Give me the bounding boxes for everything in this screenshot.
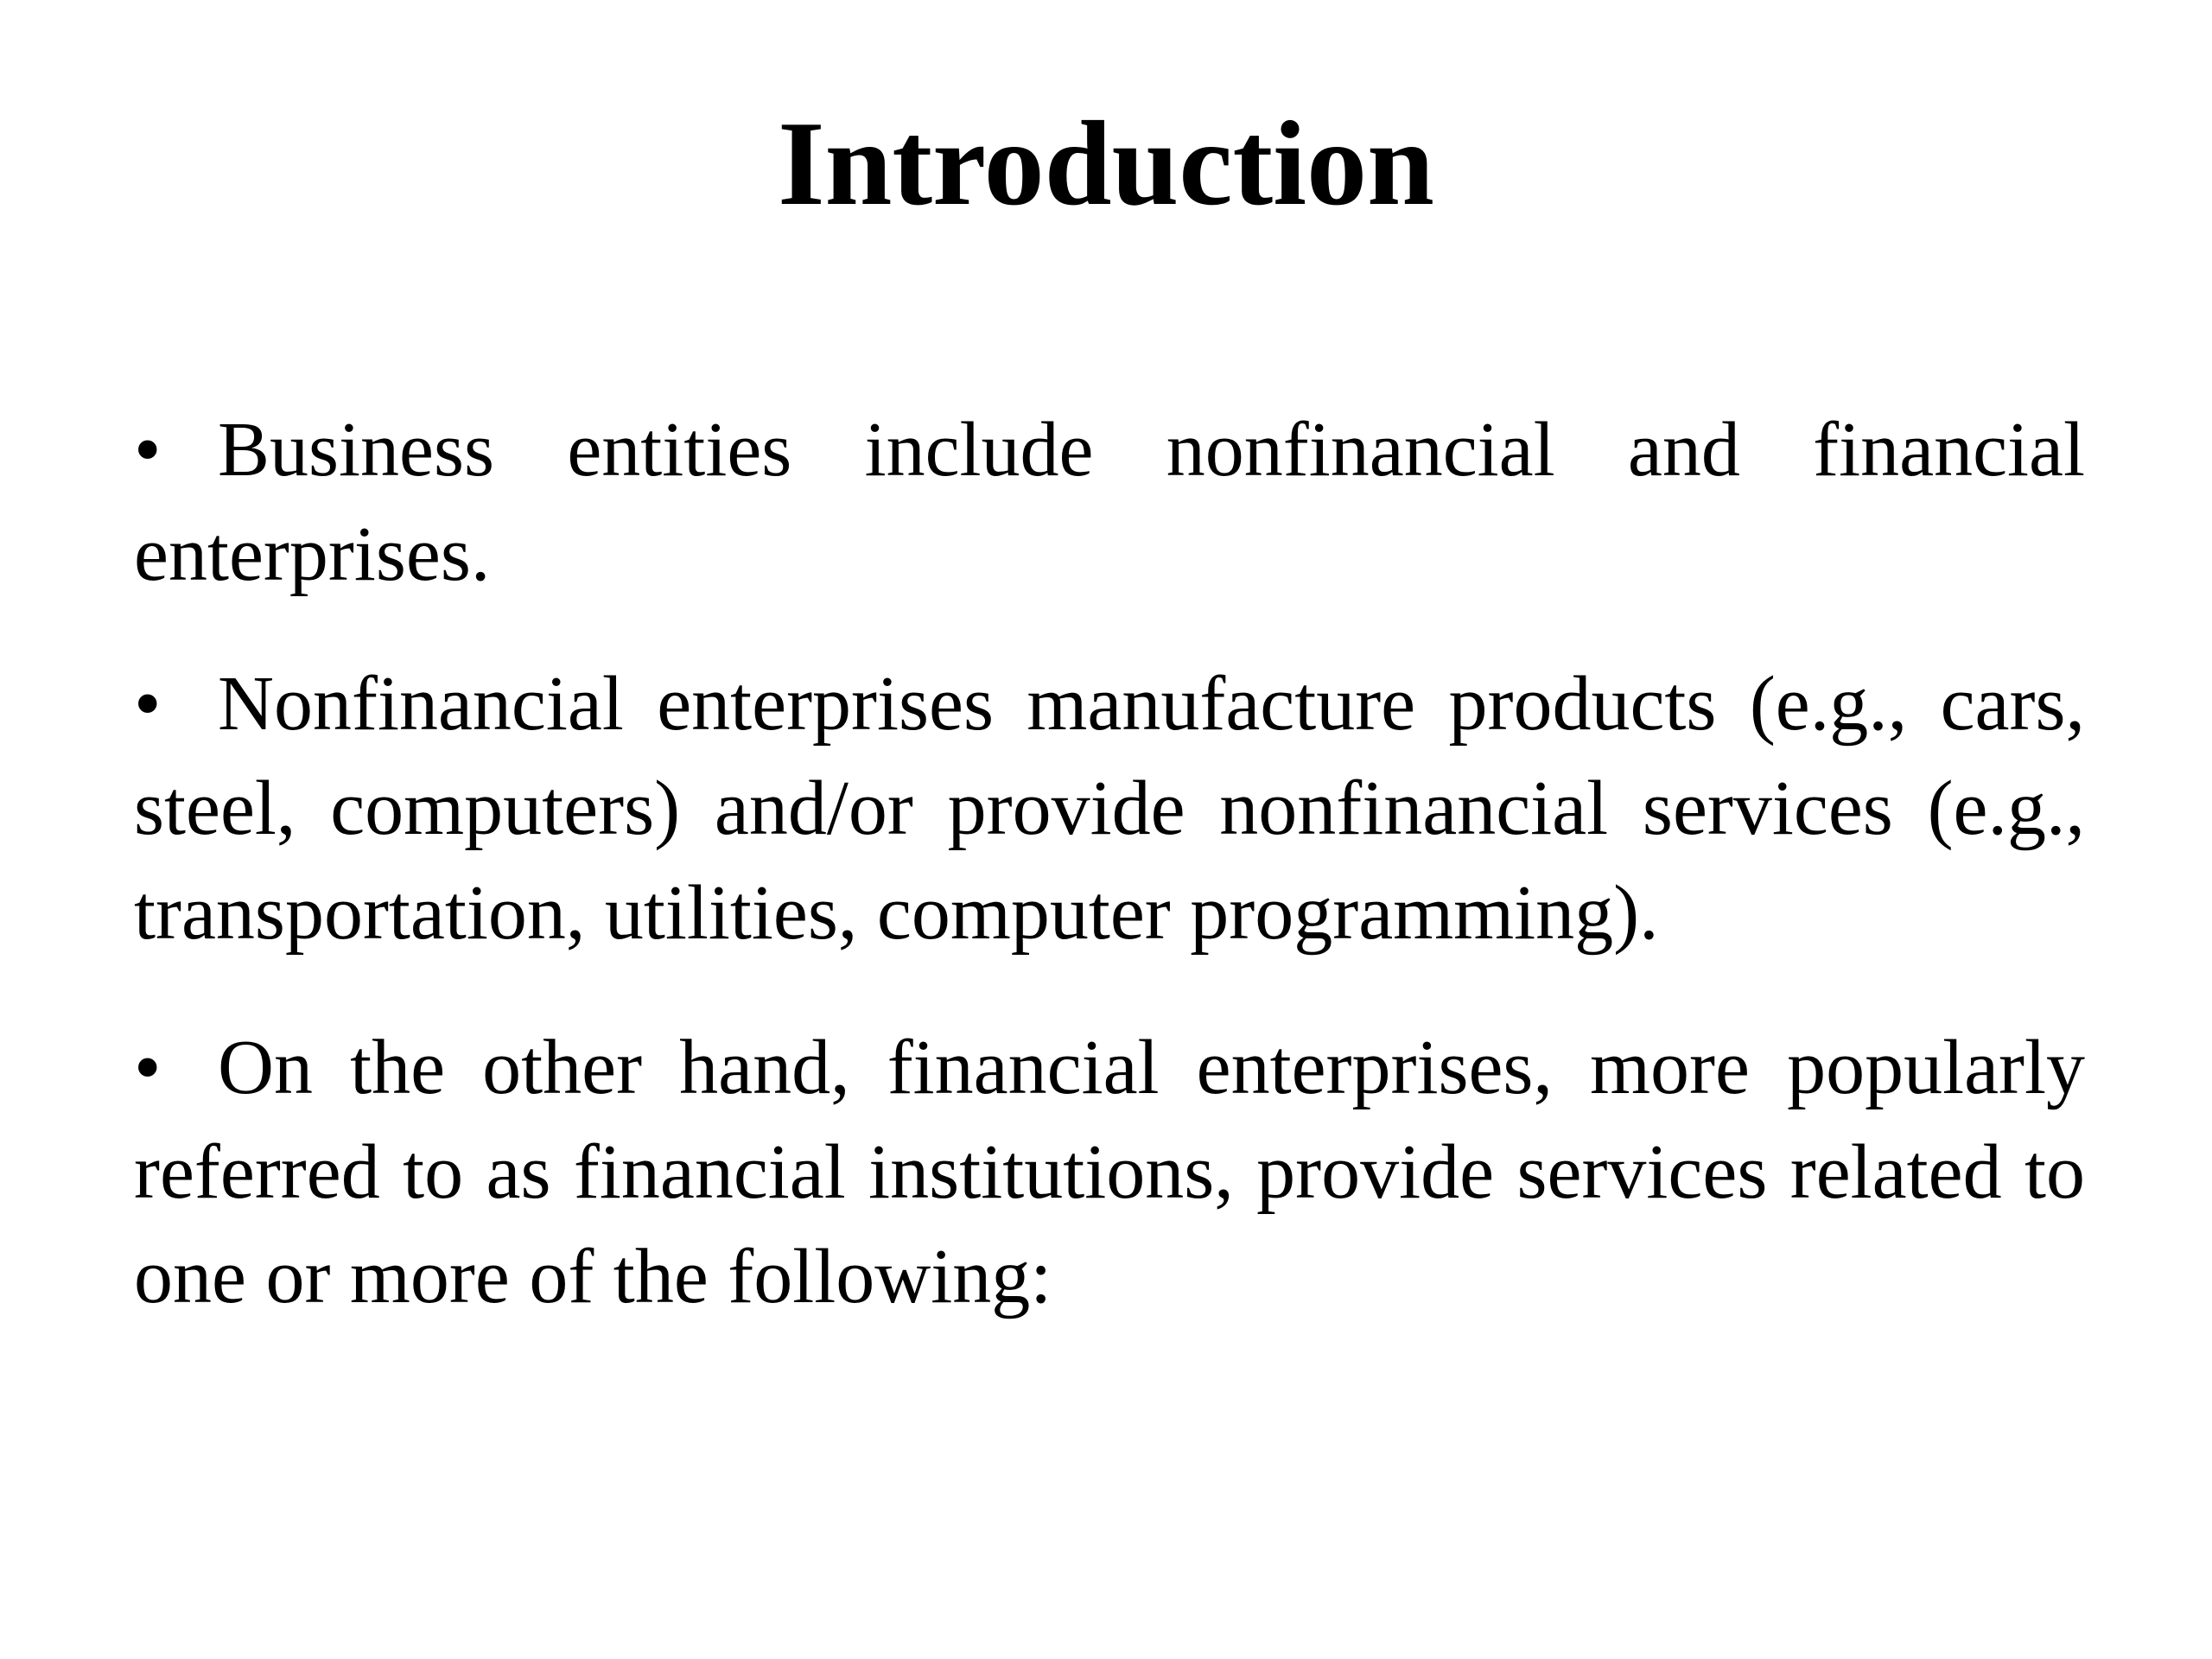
bullet-item	[134, 397, 2085, 607]
bullet-item	[134, 652, 2085, 965]
bullet-list	[134, 397, 2085, 1374]
bullet-icon: •	[134, 1025, 162, 1110]
bullet-item	[134, 1015, 2085, 1329]
bullet-text: Nonfinancial enterprises manufacture products (e.g., cars, steel, computers) and/or provide nonfinancial services (e.g., transportation, utilities, computer programming).	[134, 661, 2085, 956]
slide-title: Introduction	[778, 97, 1434, 231]
bullet-text: Business entities include nonfinancial and financial enterprises.	[134, 407, 2085, 597]
bullet-icon: •	[134, 661, 162, 747]
bullet-text: On the other hand, financial enterprises, more popularly referred to as financial institutions, provide services related to one or more of the following:	[134, 1025, 2085, 1319]
bullet-icon: •	[134, 407, 162, 493]
